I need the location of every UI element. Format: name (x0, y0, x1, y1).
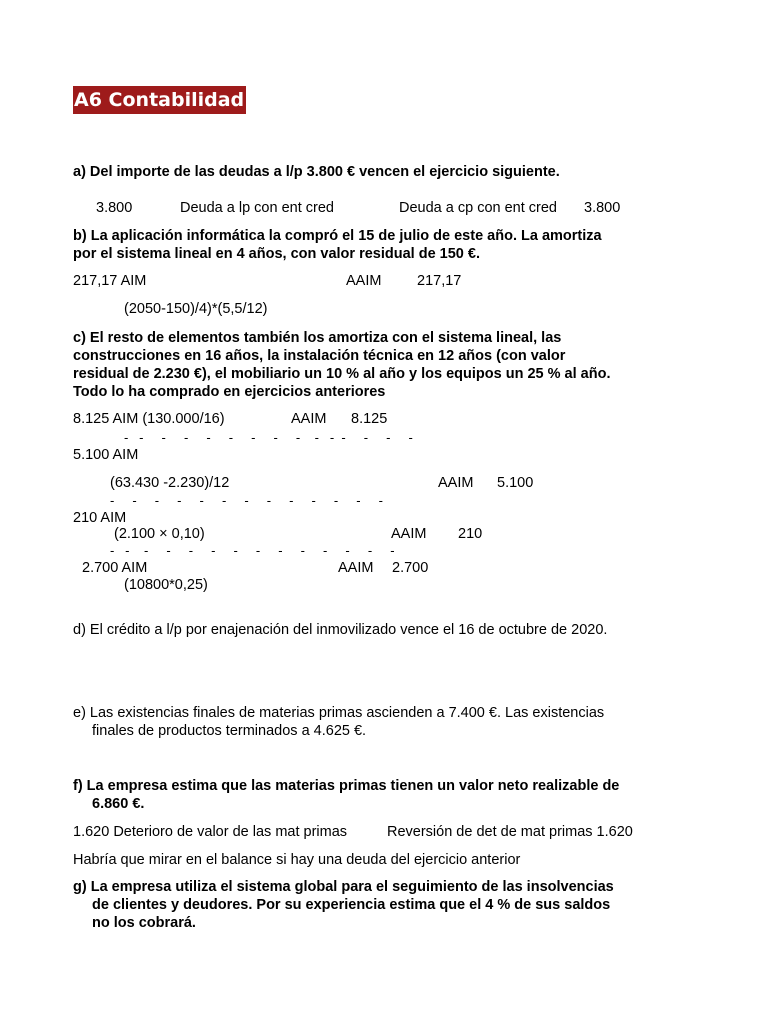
section-f-line-1: f) La empresa estima que las materias primas tienen un valor neto realizable de (73, 778, 620, 794)
section-c-entry4-calc: (10800*0,25) (124, 577, 208, 593)
section-e-line-2: finales de productos terminados a 4.625 €. (92, 723, 367, 739)
section-b-debit: 217,17 AIM (73, 273, 147, 289)
section-f-line-2: 6.860 €. (92, 796, 145, 812)
section-g-line-3: no los cobrará. (92, 915, 196, 931)
section-e-line-1: e) Las existencias finales de materias primas ascienden a 7.400 €. Las existencias (73, 705, 605, 721)
section-c-entry2-debit: 5.100 AIM (73, 447, 139, 463)
section-b-credit-account: AAIM (346, 273, 382, 289)
section-d-text: d) El crédito a l/p por enajenación del inmovilizado vence el 16 de octubre de 2020. (73, 622, 608, 638)
section-c-entry1-debit: 8.125 AIM (130.000/16) (73, 411, 225, 427)
section-f-debit: 1.620 Deterioro de valor de las mat primas (73, 824, 348, 840)
section-f-credit: Reversión de det de mat primas 1.620 (387, 824, 633, 840)
section-b-line-2: por el sistema lineal en 4 años, con valor residual de 150 €. (73, 246, 480, 262)
section-c-entry4-credit-amount: 2.700 (392, 560, 429, 576)
document-title: A6 Contabilidad (73, 86, 246, 114)
section-b-credit-amount: 217,17 (417, 273, 462, 289)
section-c-separator-2: - - - - - - - - - - - - - (110, 493, 383, 508)
section-c-entry3-credit-amount: 210 (458, 526, 483, 542)
section-c-entry3-debit: 210 AIM (73, 510, 127, 526)
section-c-entry1-credit-account: AAIM (291, 411, 327, 427)
section-c-entry4-credit-account: AAIM (338, 560, 374, 576)
section-c-line-4: Todo lo ha comprado en ejercicios anteriores (73, 384, 386, 400)
section-a-credit-account: Deuda a cp con ent cred (399, 200, 557, 216)
section-a-debit-account: Deuda a lp con ent cred (180, 200, 334, 216)
section-a-credit-amount: 3.800 (584, 200, 621, 216)
section-c-entry2-calc: (63.430 -2.230)/12 (110, 475, 230, 491)
section-c-entry2-credit-account: AAIM (438, 475, 474, 491)
section-b-calc: (2050-150)/4)*(5,5/12) (124, 301, 268, 317)
section-a-debit-amount: 3.800 (96, 200, 133, 216)
section-c-line-2: construcciones en 16 años, la instalación técnica en 12 años (con valor (73, 348, 566, 364)
section-b-line-1: b) La aplicación informática la compró el 15 de julio de este año. La amortiza (73, 228, 602, 244)
section-c-entry2-credit-amount: 5.100 (497, 475, 534, 491)
section-g-line-2: de clientes y deudores. Por su experiencia estima que el 4 % de sus saldos (92, 897, 611, 913)
section-c-line-1: c) El resto de elementos también los amortiza con el sistema lineal, las (73, 330, 562, 346)
section-a-heading: a) Del importe de las deudas a l/p 3.800 € vencen el ejercicio siguiente. (73, 164, 560, 180)
section-c-entry1-credit-amount: 8.125 (351, 411, 388, 427)
section-c-line-3: residual de 2.230 €), el mobiliario un 10 % al año y los equipos un 25 % al año. (73, 366, 611, 382)
section-c-entry3-credit-account: AAIM (391, 526, 427, 542)
section-c-separator-3: - - - - - - - - - - - - - - (110, 543, 395, 558)
section-c-entry3-calc: (2.100 × 0,10) (114, 526, 205, 542)
section-g-line-1: g) La empresa utiliza el sistema global para el seguimiento de las insolvencias (73, 879, 614, 895)
section-f-note: Habría que mirar en el balance si hay una deuda del ejercicio anterior (73, 852, 521, 868)
section-c-separator-1: - - - - - - - - - - - - - - - (124, 430, 413, 445)
section-c-entry4-debit: 2.700 AIM (82, 560, 148, 576)
